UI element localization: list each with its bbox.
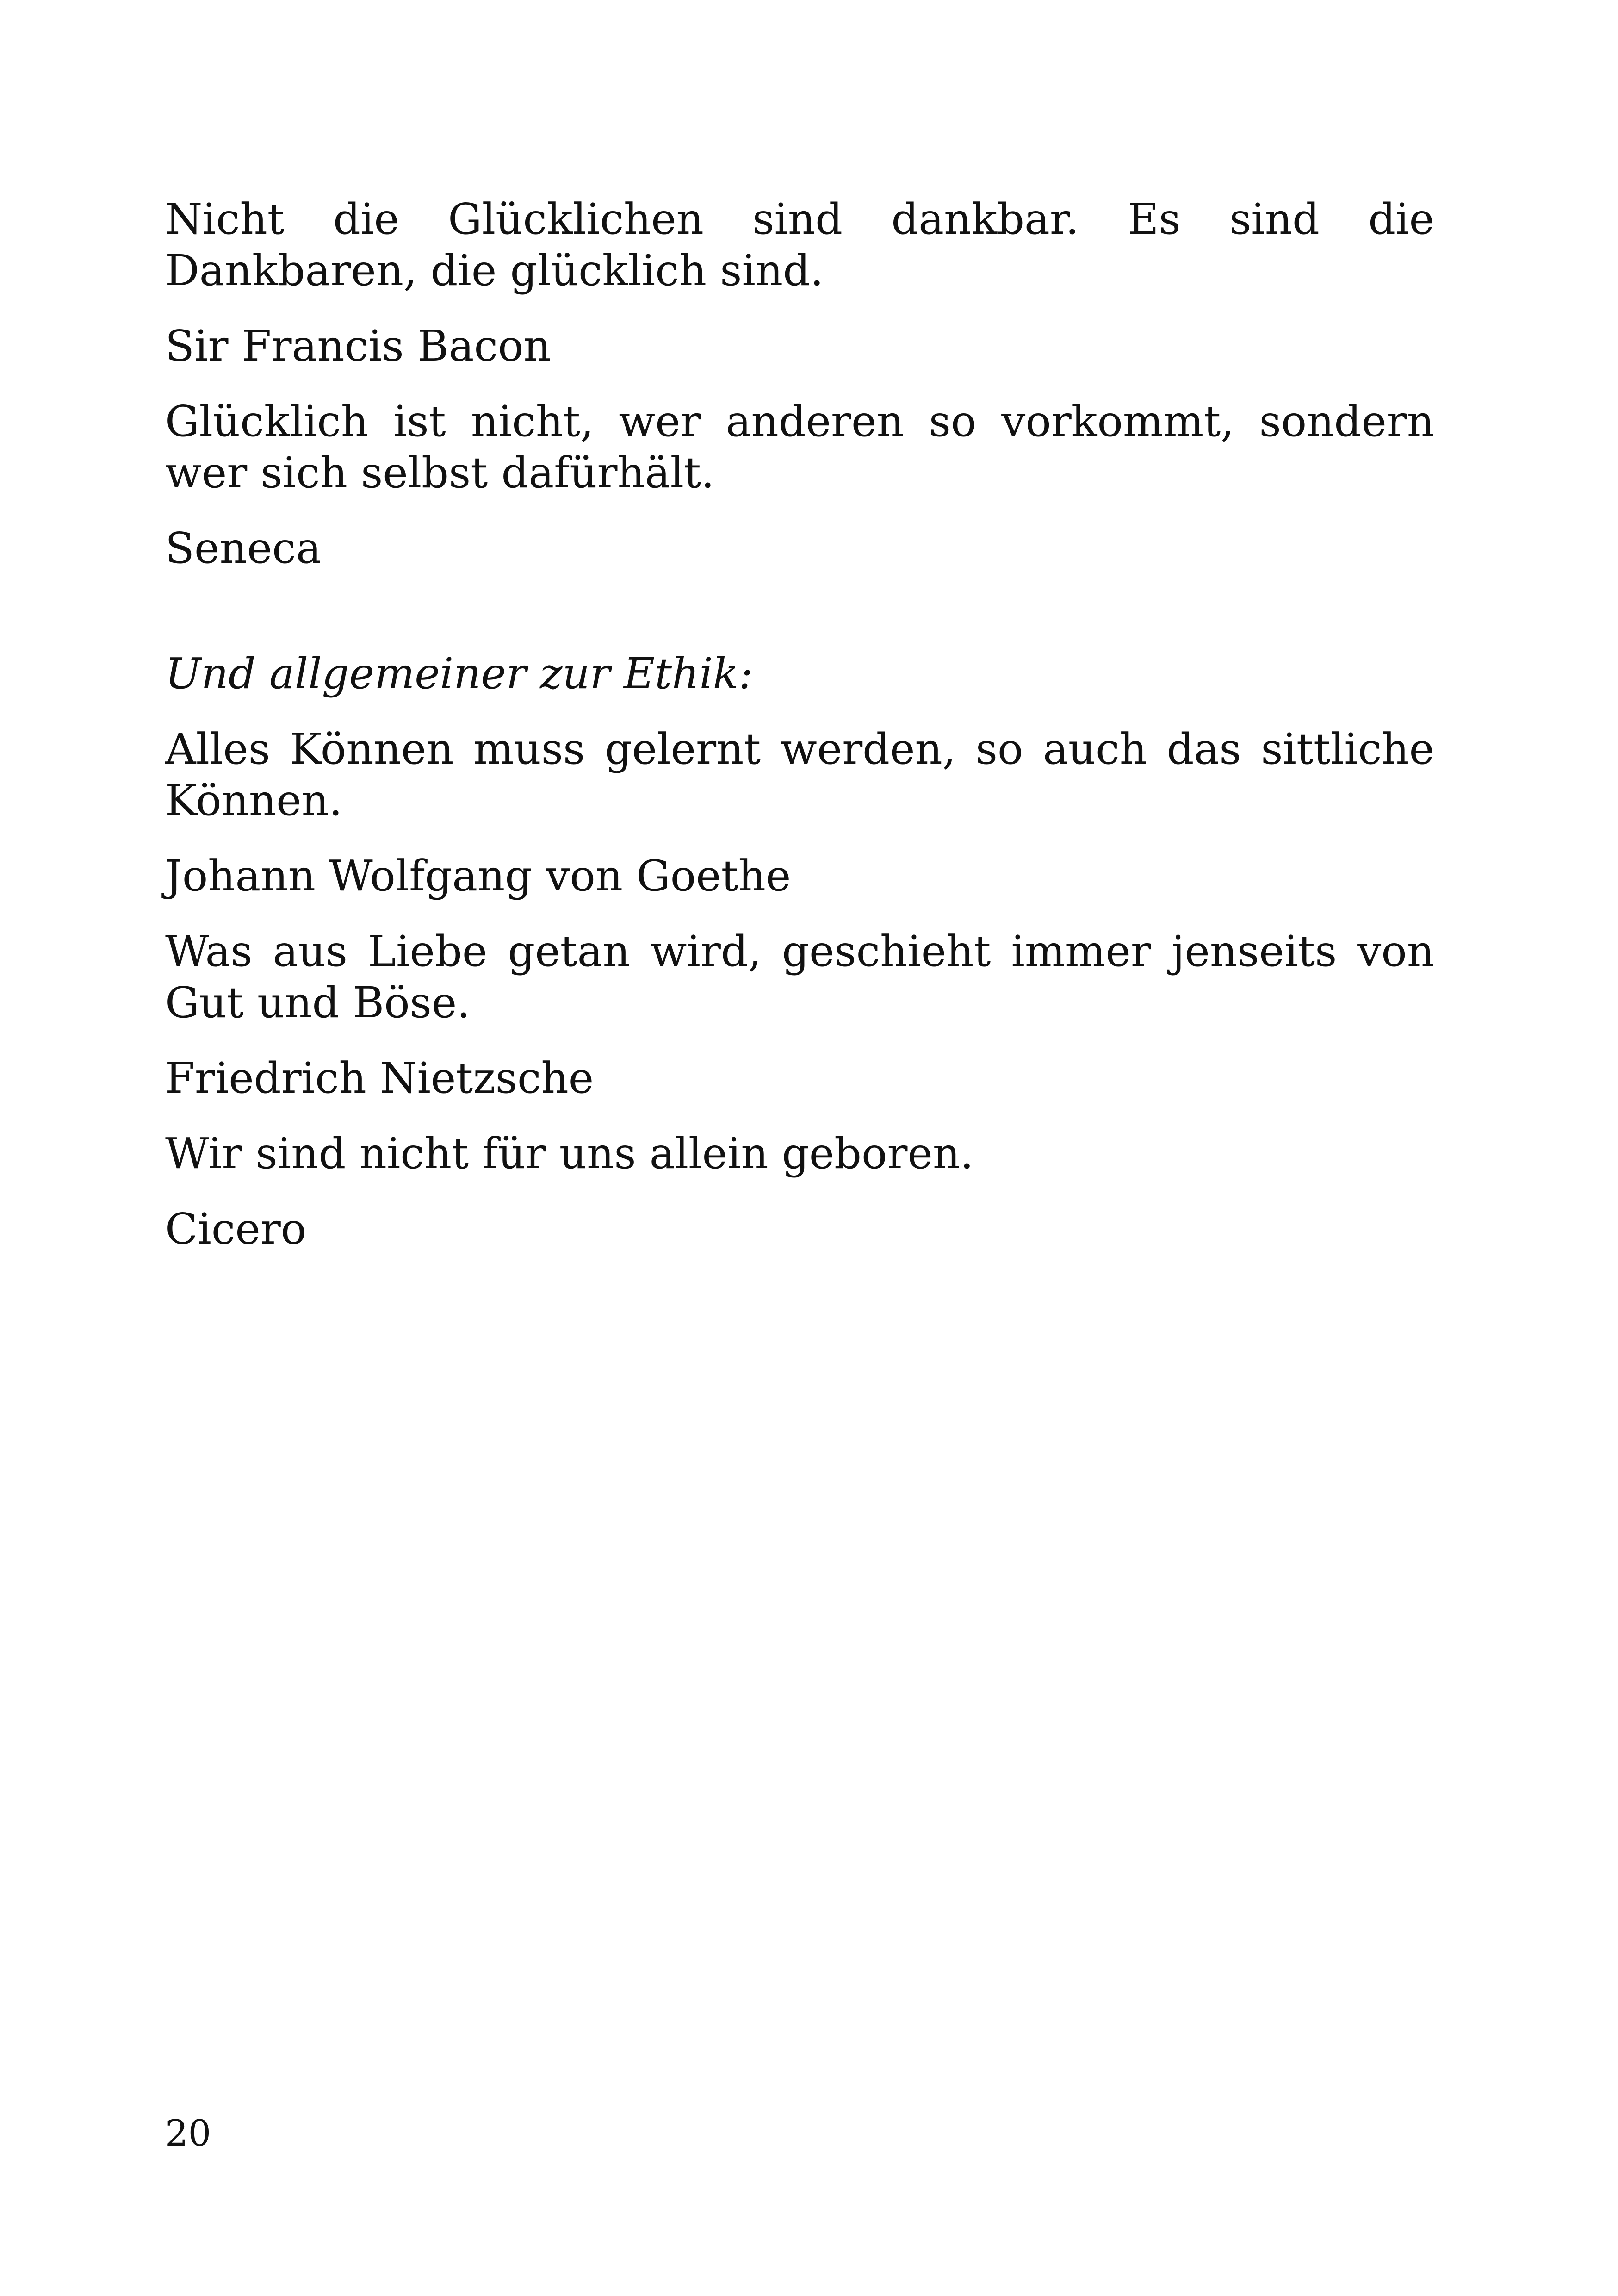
quote-text: Wir sind nicht für uns allein geboren.: [165, 1129, 974, 1178]
quote-text: Was aus Liebe getan wird, geschieht immer jenseits von Gut und Böse.: [165, 927, 1434, 1027]
quote-author: Seneca: [165, 523, 322, 573]
quote-author: Sir Francis Bacon: [165, 321, 551, 371]
quote-text: Nicht die Glücklichen sind dankbar. Es sind die Dankbaren, die glücklich sind.: [165, 194, 1434, 295]
quote-text: Alles Können muss gelernt werden, so auch das sittliche Können.: [165, 724, 1434, 825]
page-number: 20: [165, 2113, 211, 2154]
quote-author: Cicero: [165, 1204, 307, 1254]
page-body: [165, 193, 1434, 1255]
quote-author: Friedrich Nietzsche: [165, 1053, 594, 1103]
quote-author: Johann Wolfgang von Goethe: [165, 851, 791, 901]
section-heading: Und allgemeiner zur Ethik:: [165, 649, 753, 698]
quote-text: Glücklich ist nicht, wer anderen so vorkommt, sondern wer sich selbst dafürhält.: [165, 397, 1434, 498]
